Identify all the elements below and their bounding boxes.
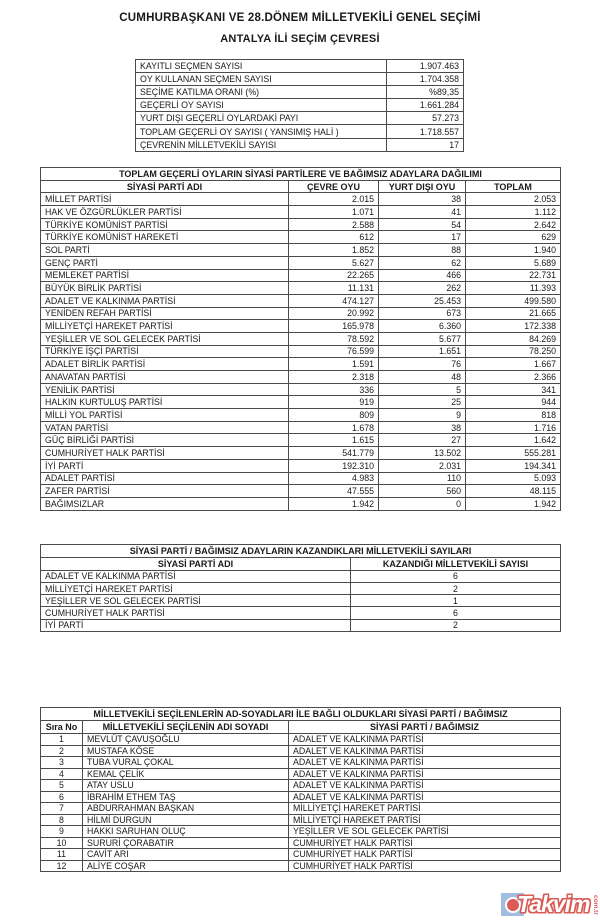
seats-won-cell: 2 <box>351 582 561 594</box>
party-name-cell: MİLLİYETÇİ HAREKET PARTİSİ <box>41 320 289 333</box>
table-row <box>136 60 464 73</box>
seats-won-cell: 2 <box>351 619 561 631</box>
row-number-cell: 1 <box>41 734 83 746</box>
col-header-party-name: SİYASİ PARTİ ADI <box>41 557 351 570</box>
district-votes-cell: 192.310 <box>289 459 379 472</box>
total-votes-cell: 2.366 <box>466 371 561 384</box>
summary-value: 57.273 <box>387 112 464 125</box>
party-name-cell: VATAN PARTİSİ <box>41 421 289 434</box>
row-number-cell: 4 <box>41 768 83 780</box>
summary-label: OY KULLANAN SEÇMEN SAYISI <box>136 73 387 86</box>
row-number-cell: 11 <box>41 849 83 861</box>
total-votes-cell: 1.716 <box>466 421 561 434</box>
abroad-votes-cell: 673 <box>379 307 466 320</box>
table-row <box>41 570 561 582</box>
total-votes-cell: 341 <box>466 383 561 396</box>
table-row <box>136 138 464 151</box>
district-votes-cell: 2.318 <box>289 371 379 384</box>
table-row <box>41 231 561 244</box>
mp-name-cell: MEVLÜT ÇAVUŞOĞLU <box>83 734 289 746</box>
abroad-votes-cell: 38 <box>379 421 466 434</box>
table-row <box>41 320 561 333</box>
abroad-votes-cell: 88 <box>379 244 466 257</box>
row-number-cell: 9 <box>41 826 83 838</box>
col-header-mp-name: MİLLETVEKİLİ SEÇİLENİN ADI SOYADI <box>83 721 289 734</box>
mp-name-cell: KEMAL ÇELİK <box>83 768 289 780</box>
table-row <box>41 607 561 619</box>
abroad-votes-cell: 25.453 <box>379 294 466 307</box>
party-name-cell: MEMLEKET PARTİSİ <box>41 269 289 282</box>
table-row <box>41 595 561 607</box>
table-row <box>41 193 561 206</box>
table-row <box>136 73 464 86</box>
district-votes-cell: 22.265 <box>289 269 379 282</box>
mp-party-cell: CUMHURİYET HALK PARTİSİ <box>289 837 561 849</box>
abroad-votes-cell: 54 <box>379 218 466 231</box>
party-name-cell: ADALET VE KALKINMA PARTİSİ <box>41 570 351 582</box>
party-name-cell: TÜRKİYE İŞÇİ PARTİSİ <box>41 345 289 358</box>
table-row <box>41 849 561 861</box>
seats-table-title: SİYASİ PARTİ / BAĞIMSIZ ADAYLARIN KAZANDIKLARI MİLLETVEKİLİ SAYILARI <box>41 545 561 558</box>
row-number-cell: 12 <box>41 860 83 872</box>
row-number-cell: 7 <box>41 803 83 815</box>
row-number-cell: 10 <box>41 837 83 849</box>
abroad-votes-cell: 0 <box>379 497 466 510</box>
total-votes-cell: 1.667 <box>466 358 561 371</box>
table-row <box>41 837 561 849</box>
summary-label: SEÇİME KATILMA ORANI (%) <box>136 86 387 99</box>
district-votes-cell: 165.978 <box>289 320 379 333</box>
party-name-cell: BÜYÜK BİRLİK PARTİSİ <box>41 282 289 295</box>
total-votes-cell: 818 <box>466 409 561 422</box>
table-row <box>41 206 561 219</box>
district-votes-cell: 5.627 <box>289 256 379 269</box>
col-header-total-votes: TOPLAM <box>466 180 561 193</box>
summary-value: 1.704.358 <box>387 73 464 86</box>
mps-table-header-row <box>41 721 561 734</box>
col-header-district-votes: ÇEVRE OYU <box>289 180 379 193</box>
takvim-logo-text: Takvim <box>517 891 590 917</box>
abroad-votes-cell: 41 <box>379 206 466 219</box>
total-votes-cell: 555.281 <box>466 447 561 460</box>
abroad-votes-cell: 110 <box>379 472 466 485</box>
table-row <box>41 307 561 320</box>
total-votes-cell: 172.338 <box>466 320 561 333</box>
col-header-party-name: SİYASİ PARTİ ADI <box>41 180 289 193</box>
table-row <box>41 734 561 746</box>
table-row <box>41 485 561 498</box>
mp-party-cell: ADALET VE KALKINMA PARTİSİ <box>289 734 561 746</box>
summary-table <box>135 59 464 152</box>
total-votes-cell: 78.250 <box>466 345 561 358</box>
abroad-votes-cell: 27 <box>379 434 466 447</box>
table-row <box>41 409 561 422</box>
district-votes-cell: 1.071 <box>289 206 379 219</box>
total-votes-cell: 2.642 <box>466 218 561 231</box>
total-votes-cell: 48.115 <box>466 485 561 498</box>
total-votes-cell: 194.341 <box>466 459 561 472</box>
mp-name-cell: ATAY USLU <box>83 780 289 792</box>
mp-name-cell: TUBA VURAL ÇOKAL <box>83 757 289 769</box>
total-votes-cell: 629 <box>466 231 561 244</box>
abroad-votes-cell: 2.031 <box>379 459 466 472</box>
mp-party-cell: CUMHURİYET HALK PARTİSİ <box>289 849 561 861</box>
total-votes-cell: 84.269 <box>466 332 561 345</box>
district-votes-cell: 541.779 <box>289 447 379 460</box>
district-votes-cell: 1.942 <box>289 497 379 510</box>
table-row <box>136 112 464 125</box>
abroad-votes-cell: 17 <box>379 231 466 244</box>
row-number-cell: 5 <box>41 780 83 792</box>
col-header-abroad-votes: YURT DIŞI OYU <box>379 180 466 193</box>
seats-won-table <box>40 544 561 632</box>
summary-value: 1.907.463 <box>387 60 464 73</box>
summary-label: TOPLAM GEÇERLİ OY SAYISI ( YANSIMIŞ HALİ ) <box>136 125 387 138</box>
row-number-cell: 8 <box>41 814 83 826</box>
table-row <box>41 218 561 231</box>
votes-table-title-row <box>41 168 561 181</box>
district-votes-cell: 1.852 <box>289 244 379 257</box>
total-votes-cell: 499.580 <box>466 294 561 307</box>
total-votes-cell: 2.053 <box>466 193 561 206</box>
votes-table-header-row <box>41 180 561 193</box>
col-header-seats-won: KAZANDIĞI MİLLETVEKİLİ SAYISI <box>351 557 561 570</box>
party-name-cell: GÜÇ BİRLİĞİ PARTİSİ <box>41 434 289 447</box>
table-row <box>41 472 561 485</box>
total-votes-cell: 1.940 <box>466 244 561 257</box>
table-row <box>136 125 464 138</box>
table-row <box>41 757 561 769</box>
table-row <box>41 332 561 345</box>
total-votes-cell: 1.642 <box>466 434 561 447</box>
abroad-votes-cell: 262 <box>379 282 466 295</box>
district-votes-cell: 11.131 <box>289 282 379 295</box>
district-votes-cell: 1.591 <box>289 358 379 371</box>
party-name-cell: MİLLİ YOL PARTİSİ <box>41 409 289 422</box>
row-number-cell: 6 <box>41 791 83 803</box>
district-votes-cell: 47.555 <box>289 485 379 498</box>
mp-name-cell: ABDURRAHMAN BAŞKAN <box>83 803 289 815</box>
table-row <box>41 860 561 872</box>
table-row <box>41 269 561 282</box>
abroad-votes-cell: 62 <box>379 256 466 269</box>
table-row <box>41 497 561 510</box>
table-row <box>41 768 561 780</box>
party-name-cell: HALKIN KURTULUŞ PARTİSİ <box>41 396 289 409</box>
page-subtitle: ANTALYA İLİ SEÇİM ÇEVRESİ <box>220 33 380 45</box>
seats-table-header-row <box>41 557 561 570</box>
party-name-cell: HAK VE ÖZGÜRLÜKLER PARTİSİ <box>41 206 289 219</box>
abroad-votes-cell: 560 <box>379 485 466 498</box>
abroad-votes-cell: 1.651 <box>379 345 466 358</box>
takvim-logo-suffix: com.tr <box>592 894 599 915</box>
mp-name-cell: HAKKI SARUHAN OLUÇ <box>83 826 289 838</box>
total-votes-cell: 1.112 <box>466 206 561 219</box>
total-votes-cell: 21.665 <box>466 307 561 320</box>
table-row <box>41 282 561 295</box>
district-votes-cell: 612 <box>289 231 379 244</box>
party-name-cell: MİLLET PARTİSİ <box>41 193 289 206</box>
elected-mps-table <box>40 707 561 872</box>
abroad-votes-cell: 9 <box>379 409 466 422</box>
district-votes-cell: 1.678 <box>289 421 379 434</box>
table-row <box>41 582 561 594</box>
abroad-votes-cell: 6.360 <box>379 320 466 333</box>
mp-party-cell: ADALET VE KALKINMA PARTİSİ <box>289 780 561 792</box>
table-row <box>136 86 464 99</box>
mp-name-cell: İBRAHİM ETHEM TAŞ <box>83 791 289 803</box>
seats-table-title-row <box>41 545 561 558</box>
seats-won-cell: 1 <box>351 595 561 607</box>
abroad-votes-cell: 466 <box>379 269 466 282</box>
party-name-cell: CUMHURİYET HALK PARTİSİ <box>41 447 289 460</box>
district-votes-cell: 919 <box>289 396 379 409</box>
district-votes-cell: 78.592 <box>289 332 379 345</box>
party-name-cell: MİLLİYETÇİ HAREKET PARTİSİ <box>41 582 351 594</box>
table-row <box>41 780 561 792</box>
mp-party-cell: MİLLİYETÇİ HAREKET PARTİSİ <box>289 814 561 826</box>
table-row <box>41 447 561 460</box>
total-votes-cell: 944 <box>466 396 561 409</box>
party-name-cell: YEŞİLLER VE SOL GELECEK PARTİSİ <box>41 332 289 345</box>
mp-party-cell: ADALET VE KALKINMA PARTİSİ <box>289 791 561 803</box>
table-row <box>41 371 561 384</box>
mp-party-cell: ADALET VE KALKINMA PARTİSİ <box>289 768 561 780</box>
mp-party-cell: ADALET VE KALKINMA PARTİSİ <box>289 745 561 757</box>
table-row <box>41 256 561 269</box>
district-votes-cell: 4.983 <box>289 472 379 485</box>
table-row <box>41 826 561 838</box>
row-number-cell: 2 <box>41 745 83 757</box>
page-title: CUMHURBAŞKANI VE 28.DÖNEM MİLLETVEKİLİ GENEL SEÇİMİ <box>119 12 481 24</box>
table-row <box>41 396 561 409</box>
table-row <box>41 459 561 472</box>
col-header-mp-party: SİYASİ PARTİ / BAĞIMSIZ <box>289 721 561 734</box>
abroad-votes-cell: 38 <box>379 193 466 206</box>
abroad-votes-cell: 48 <box>379 371 466 384</box>
party-name-cell: BAĞIMSIZLAR <box>41 497 289 510</box>
mp-name-cell: CAVİT ARI <box>83 849 289 861</box>
abroad-votes-cell: 5 <box>379 383 466 396</box>
mps-table-title: MİLLETVEKİLİ SEÇİLENLERİN AD-SOYADLARI İLE BAĞLI OLDUKLARI SİYASİ PARTİ / BAĞIMSIZ <box>41 708 561 721</box>
mp-name-cell: HİLMİ DURGUN <box>83 814 289 826</box>
party-name-cell: TÜRKİYE KOMÜNİST PARTİSİ <box>41 218 289 231</box>
mps-table-title-row <box>41 708 561 721</box>
party-name-cell: TÜRKİYE KOMÜNİST HAREKETİ <box>41 231 289 244</box>
district-votes-cell: 809 <box>289 409 379 422</box>
party-name-cell: İYİ PARTİ <box>41 619 351 631</box>
table-row <box>41 358 561 371</box>
summary-label: GEÇERLİ OY SAYISI <box>136 99 387 112</box>
table-row <box>41 345 561 358</box>
party-name-cell: ZAFER PARTİSİ <box>41 485 289 498</box>
mp-name-cell: ALİYE COŞAR <box>83 860 289 872</box>
party-name-cell: ADALET PARTİSİ <box>41 472 289 485</box>
mp-party-cell: ADALET VE KALKINMA PARTİSİ <box>289 757 561 769</box>
table-row <box>136 99 464 112</box>
district-votes-cell: 336 <box>289 383 379 396</box>
total-votes-cell: 5.093 <box>466 472 561 485</box>
total-votes-cell: 5.689 <box>466 256 561 269</box>
table-row <box>41 814 561 826</box>
district-votes-cell: 1.615 <box>289 434 379 447</box>
col-header-row-number: Sıra No <box>41 721 83 734</box>
party-name-cell: ADALET BİRLİK PARTİSİ <box>41 358 289 371</box>
district-votes-cell: 20.992 <box>289 307 379 320</box>
table-row <box>41 745 561 757</box>
table-row <box>41 244 561 257</box>
summary-label: ÇEVRENİN MİLLETVEKİLİ SAYISI <box>136 138 387 151</box>
table-row <box>41 383 561 396</box>
table-row <box>41 294 561 307</box>
mp-party-cell: YEŞİLLER VE SOL GELECEK PARTİSİ <box>289 826 561 838</box>
total-votes-cell: 11.393 <box>466 282 561 295</box>
votes-table-title: TOPLAM GEÇERLİ OYLARIN SİYASİ PARTİLERE VE BAĞIMSIZ ADAYLARA DAĞILIMI <box>41 168 561 181</box>
party-name-cell: ADALET VE KALKINMA PARTİSİ <box>41 294 289 307</box>
mp-name-cell: MUSTAFA KÖSE <box>83 745 289 757</box>
district-votes-cell: 474.127 <box>289 294 379 307</box>
summary-value: 1.661.284 <box>387 99 464 112</box>
total-votes-cell: 1.942 <box>466 497 561 510</box>
summary-value: %89,35 <box>387 86 464 99</box>
abroad-votes-cell: 5.677 <box>379 332 466 345</box>
party-name-cell: SOL PARTİ <box>41 244 289 257</box>
total-votes-cell: 22.731 <box>466 269 561 282</box>
table-row <box>41 421 561 434</box>
abroad-votes-cell: 76 <box>379 358 466 371</box>
district-votes-cell: 76.599 <box>289 345 379 358</box>
table-row <box>41 791 561 803</box>
table-row <box>41 434 561 447</box>
summary-value: 1.718.557 <box>387 125 464 138</box>
district-votes-cell: 2.015 <box>289 193 379 206</box>
seats-won-cell: 6 <box>351 607 561 619</box>
party-name-cell: CUMHURİYET HALK PARTİSİ <box>41 607 351 619</box>
summary-label: YURT DIŞI GEÇERLİ OYLARDAKİ PAYI <box>136 112 387 125</box>
row-number-cell: 3 <box>41 757 83 769</box>
mp-name-cell: SURURİ ÇORABATIR <box>83 837 289 849</box>
abroad-votes-cell: 13.502 <box>379 447 466 460</box>
abroad-votes-cell: 25 <box>379 396 466 409</box>
mp-party-cell: CUMHURİYET HALK PARTİSİ <box>289 860 561 872</box>
seats-won-cell: 6 <box>351 570 561 582</box>
party-name-cell: YENİLİK PARTİSİ <box>41 383 289 396</box>
votes-distribution-table <box>40 167 561 511</box>
summary-value: 17 <box>387 138 464 151</box>
party-name-cell: YEŞİLLER VE SOL GELECEK PARTİSİ <box>41 595 351 607</box>
party-name-cell: GENÇ PARTİ <box>41 256 289 269</box>
party-name-cell: ANAVATAN PARTİSİ <box>41 371 289 384</box>
district-votes-cell: 2.588 <box>289 218 379 231</box>
table-row <box>41 803 561 815</box>
party-name-cell: YENİDEN REFAH PARTİSİ <box>41 307 289 320</box>
party-name-cell: İYİ PARTİ <box>41 459 289 472</box>
takvim-watermark <box>501 893 598 916</box>
mp-party-cell: MİLLİYETÇİ HAREKET PARTİSİ <box>289 803 561 815</box>
summary-label: KAYITLI SEÇMEN SAYISI <box>136 60 387 73</box>
table-row <box>41 619 561 631</box>
